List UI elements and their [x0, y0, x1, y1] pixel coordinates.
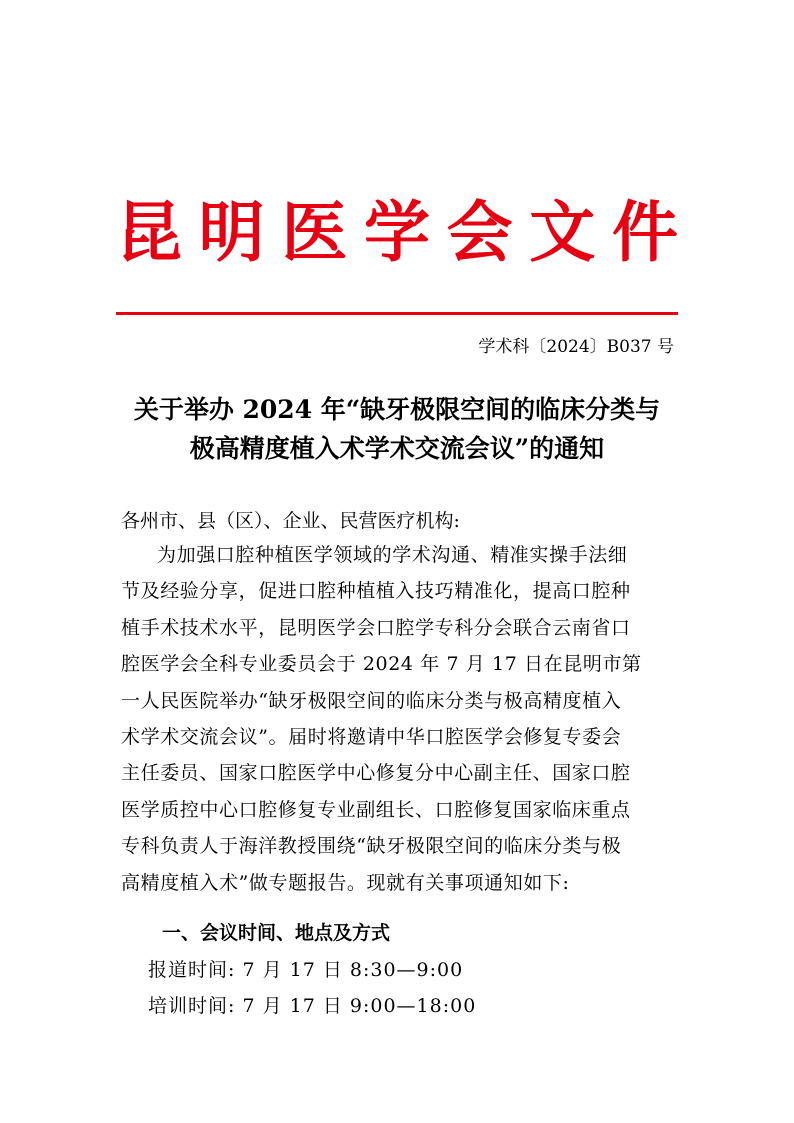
body-line: 为加强口腔种植医学领域的学术沟通、精准实操手法细 — [157, 544, 628, 566]
masthead-char: 明 — [198, 193, 265, 271]
masthead-char: 文 — [529, 193, 596, 271]
masthead-char: 学 — [363, 193, 430, 271]
body-line: 主任委员、国家口腔医学中心修复分中心副主任、国家口腔 — [121, 762, 631, 785]
body-line: 腔医学会全科专业委员会于 2024 年 7 月 17 日在昆明市第 — [121, 653, 642, 676]
body-line: 节及经验分享，促进口腔种植植入技巧精准化，提高口腔种 — [121, 580, 631, 603]
masthead-divider — [116, 312, 678, 315]
masthead-char: 医 — [281, 193, 348, 271]
training-time: 培训时间: 7 月 17 日 9:00—18:00 — [148, 995, 477, 1017]
body-line: 高精度植入术”做专题报告。现就有关事项通知如下: — [121, 871, 570, 894]
masthead-char: 件 — [611, 193, 678, 271]
document-number: 学术科〔2024〕B037 号 — [478, 337, 674, 357]
body-line: 植手术技术水平，昆明医学会口腔学专科分会联合云南省口 — [121, 616, 631, 639]
masthead-char: 昆 — [116, 193, 182, 271]
notice-title-line: 极高精度植入术学术交流会议”的通知 — [189, 434, 605, 463]
body-line: 一人民医院举办“缺牙极限空间的临床分类与极高精度植入 — [121, 689, 622, 712]
section-heading: 一、会议时间、地点及方式 — [162, 922, 391, 944]
notice-title — [116, 390, 678, 468]
report-time: 报道时间: 7 月 17 日 8:30—9:00 — [148, 959, 464, 981]
masthead-char: 会 — [446, 193, 513, 271]
notice-title-line: 关于举办 2024 年“缺牙极限空间的临床分类与 — [133, 395, 661, 424]
salutation: 各州市、县（区）、企业、民营医疗机构: — [121, 510, 460, 532]
body-line: 术学术交流会议”。届时将邀请中华口腔医学会修复专委会 — [121, 725, 622, 748]
body-line: 专科负责人于海洋教授围绕“缺牙极限空间的临床分类与极 — [121, 835, 622, 858]
body-line: 医学质控中心口腔修复专业副组长、口腔修复国家临床重点 — [121, 798, 631, 821]
body-paragraph — [121, 542, 681, 906]
masthead-title — [116, 192, 678, 272]
